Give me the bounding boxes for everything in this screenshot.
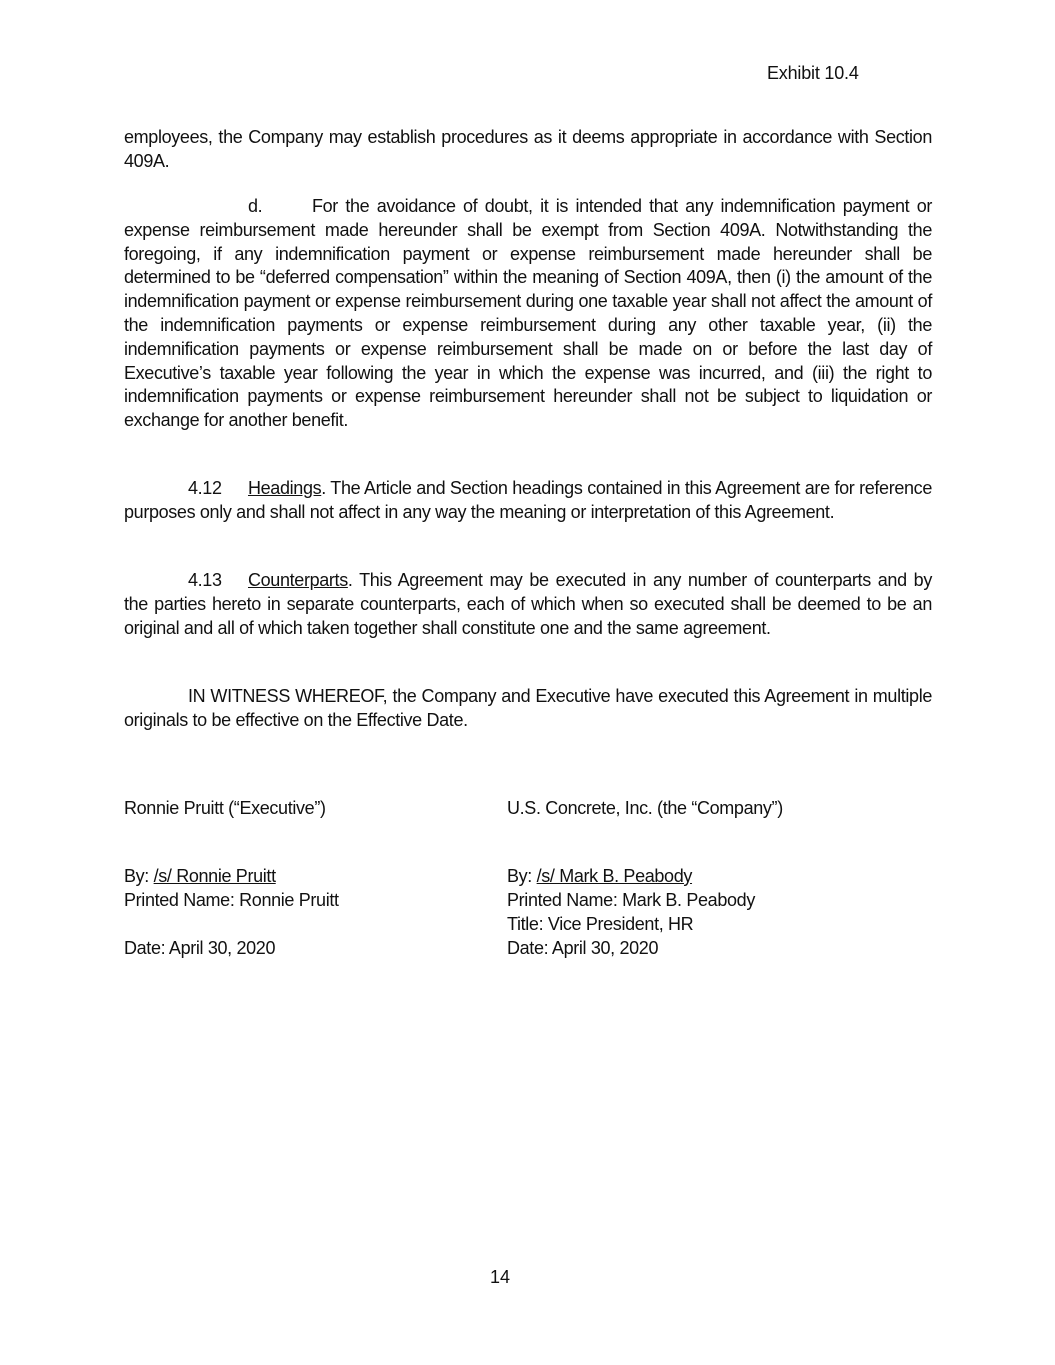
section-text: . The Article and Section headings contained in this Agreement are for reference purposes only and shall not affect in any way the meaning or interpretation of this Agreement.	[124, 478, 932, 522]
executive-party-label: Ronnie Pruitt (“Executive”)	[124, 798, 326, 818]
witness-clause: IN WITNESS WHEREOF, the Company and Executive have executed this Agreement in multiple originals to be effective on the Effective Date.	[124, 686, 932, 730]
executive-signature-line	[124, 865, 276, 889]
item-label-d: d.	[248, 196, 263, 216]
company-party-label: U.S. Concrete, Inc. (the “Company”)	[507, 798, 783, 818]
executive-signature: /s/ Ronnie Pruitt	[153, 866, 276, 886]
section-number: 4.12	[188, 478, 222, 498]
paragraph-409a-procedures: employees, the Company may establish procedures as it deems appropriate in accordance with Section 409A.	[124, 127, 932, 171]
section-4-13-counterparts	[124, 569, 932, 640]
section-title: Headings	[248, 478, 322, 498]
exhibit-label: Exhibit 10.4	[767, 63, 859, 83]
paragraph-d-text: For the avoidance of doubt, it is intended that any indemnification payment or expense reimbursement made hereunder shall be exempt from Section 409A. Notwithstanding the foregoing, if any indemnification payment or expense reimbursement made hereunder shall be determined to be “deferred compensation” within the meaning of Section 409A, then (i) the amount of the indemnification payment or expense reimbursement during one taxable year shall not affect the amount of the indemnification payments or expense reimbursement during any other taxable year, (ii) the indemnification payments or expense reimbursement shall be made on or before the last day of Executive’s taxable year following the year in which the expense was incurred, and (iii) the right to indemnification payments or expense reimbursement hereunder shall not be subject to liquidation or exchange for another benefit.	[124, 196, 932, 431]
company-printed-name: Printed Name: Mark B. Peabody	[507, 890, 755, 910]
company-signature-line	[507, 865, 692, 889]
company-signer-title: Title: Vice President, HR	[507, 914, 694, 934]
page-number: 14	[489, 1267, 511, 1287]
by-label: By:	[124, 866, 154, 886]
section-text: . This Agreement may be executed in any number of counterparts and by the parties hereto in separate counterparts, each of which when so executed shall be deemed to be an original and all of which taken together shall constitute one and the same agreement.	[124, 570, 932, 638]
section-title: Counterparts	[248, 570, 348, 590]
executive-printed-name: Printed Name: Ronnie Pruitt	[124, 890, 339, 910]
by-label: By:	[507, 866, 537, 886]
paragraph-d-indemnification	[124, 195, 932, 433]
company-signature: /s/ Mark B. Peabody	[536, 866, 693, 886]
executive-date: Date: April 30, 2020	[124, 938, 276, 958]
company-date: Date: April 30, 2020	[507, 938, 659, 958]
section-number: 4.13	[188, 570, 222, 590]
section-4-12-headings	[124, 477, 932, 525]
